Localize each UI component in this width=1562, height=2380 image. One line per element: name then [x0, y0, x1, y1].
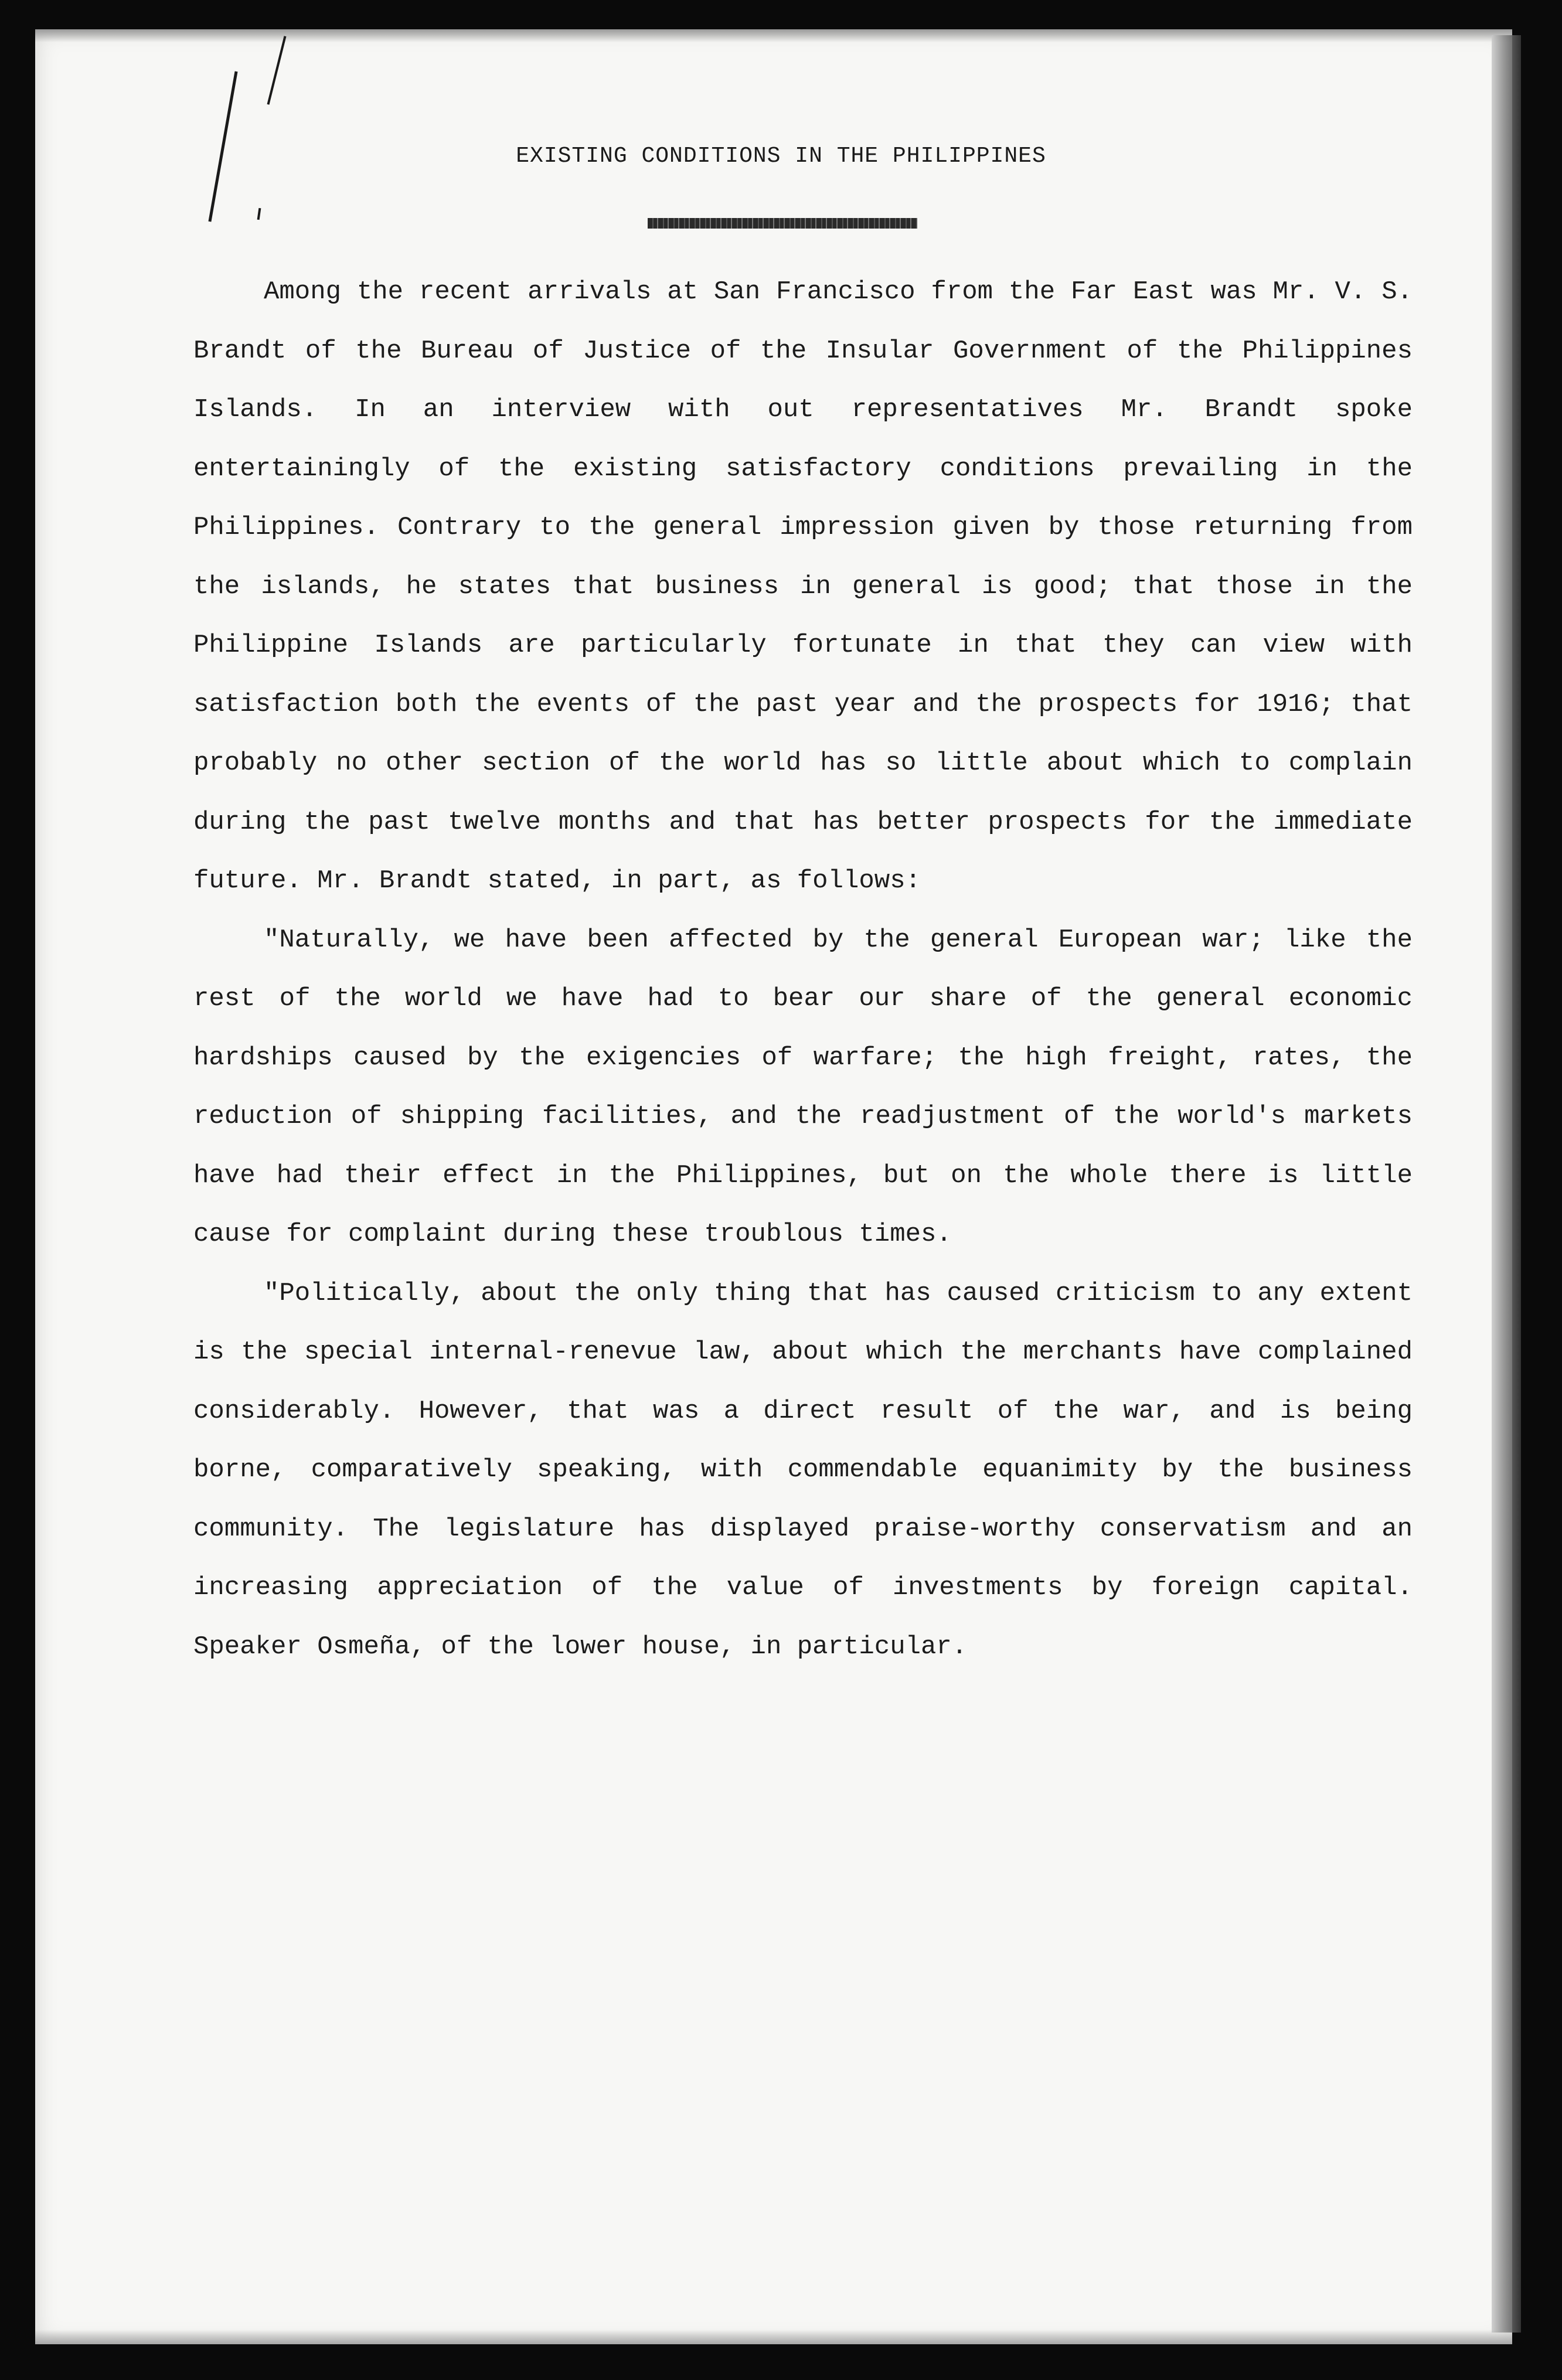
title-underline-rule [648, 218, 917, 229]
paragraph-2: "Naturally, we have been affected by the general European war; like the rest of the world we have had to bear our share of the general economic hardships caused by the exigencies of warfare; the high freight, rates, the reduction of shipping facilities, and the readjustment of the world's markets have had their effect in the Philippines, but on the whole there is little cause for complaint during these troublous times. [193, 925, 1413, 1249]
page-bottom-shadow [35, 2330, 1512, 2344]
document-body [193, 263, 1413, 1676]
document-title: EXISTING CONDITIONS IN THE PHILIPPINES [516, 144, 1046, 169]
page-right-edge [1492, 35, 1521, 2333]
page-top-shadow [35, 29, 1512, 42]
paragraph-3: "Politically, about the only thing that has caused criticism to any extent is the special internal-renevue law, about which the merchants have complained considerably. However, that was a direct result of the war, and is being borne, comparatively speaking, with commendable equanimity by the business community. The legislature has displayed praise-worthy conservatism and an increasing appreciation of the value of investments by foreign capital. Speaker Osmeña, of the lower house, in particular. [193, 1278, 1413, 1661]
paragraph-1: Among the recent arrivals at San Francisco from the Far East was Mr. V. S. Brandt of the Bureau of Justice of the Insular Government of the Philippines Islands. In an interview with out representatives Mr. Brandt spoke entertainingly of the existing satisfactory conditions prevailing in the Philippines. Contrary to the general impression given by those returning from the islands, he states that business in general is good; that those in the Philippine Islands are particularly fortunate in that they can view with satisfaction both the events of the past year and the prospects for 1916; that probably no other section of the world has so little about which to complain during the past twelve months and that has better prospects for the immediate future. Mr. Brandt stated, in part, as follows: [193, 277, 1413, 896]
